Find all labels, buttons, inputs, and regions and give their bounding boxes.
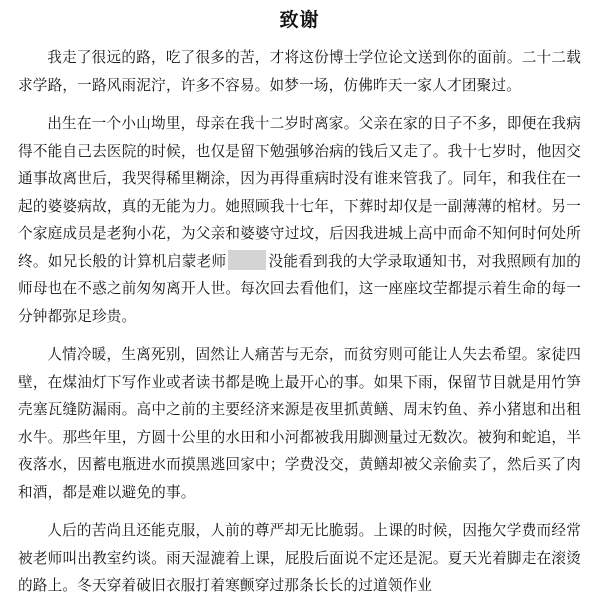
paragraph-2 — [18, 110, 581, 330]
page-title: 致谢 — [279, 9, 320, 31]
paragraph-1 — [18, 44, 581, 99]
paragraph-3 — [18, 341, 581, 506]
paragraph-4-text: 人后的苦尚且还能克服，人前的尊严却无比脆弱。上课的时候，因拖欠学费而经常被老师叫出教室约谈。雨天湿漉着上课，屁股后面说不定还是泥。夏天光着脚走在滚烫的路上。冬天穿着破旧衣服打着寒颤穿过那条长长的过道领作业 — [18, 522, 581, 594]
paragraph-2-text-after: 没能看到我的大学录取通知书，对我照顾有加的师母也在不惑之前匆匆离开人世。每次回去看他们，这一座座坟茔都提示着生命的每一分钟都弥足珍贵。 — [18, 252, 581, 325]
paragraph-3-text: 人情冷暖，生离死别，固然让人痛苦与无奈，而贫穷则可能让人失去希望。家徒四壁，在煤油灯下写作业或者读书都是晚上最开心的事。如果下雨，保留节目就是用竹笋壳塞瓦缝防漏雨。高中之前的主要经济来源是夜里抓黄鳝、周末钓鱼、养小猪崽和出租水牛。那些年里，方圆十公里的水田和小河都被我用脚测量过无数次。被狗和蛇追，半夜落水，因蓄电瓶进水而摸黑逃回家中；学费没交，黄鳝却被父亲偷卖了，然后买了肉和酒，都是难以避免的事。 — [18, 346, 581, 501]
paragraph-1-text: 我走了很远的路，吃了很多的苦，才将这份博士学位论文送到你的面前。二十二载求学路，一路风雨泥泞，许多不容易。如梦一场，仿佛昨天一家人才团聚过。 — [18, 49, 581, 94]
paragraph-4 — [18, 517, 581, 600]
paragraph-2-text-before: 出生在一个小山坳里，母亲在我十二岁时离家。父亲在家的日子不多，即便在我病得不能自己去医院的时候，也仅是留下勉强够治病的钱后又走了。我十七岁时，他因交通事故离世后，我哭得稀里糊涂，因为再得重病时没有谁来管我了。同年，和我住在一起的婆婆病故，真的无能为力。她照顾我十七年，下葬时却仅是一副薄薄的棺材。另一个家庭成员是老狗小花，为父亲和婆婆守过坟，后因我进城上高中而命不知何时何处所终。如兄长般的计算机启蒙老师 — [18, 115, 581, 270]
redacted-name-box — [228, 250, 266, 270]
